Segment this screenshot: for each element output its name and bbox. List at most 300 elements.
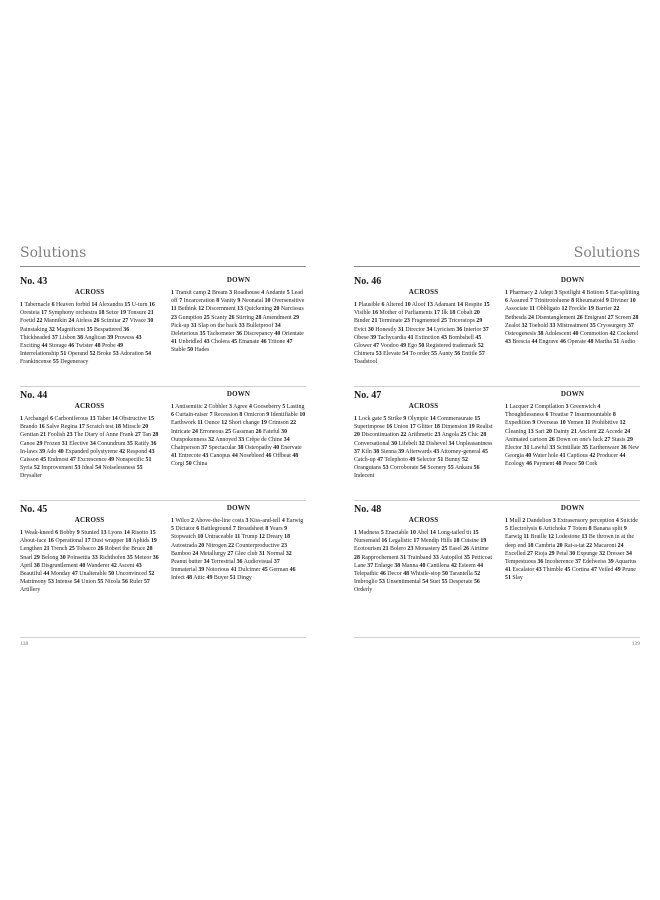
clue-number: 9 <box>403 416 407 422</box>
answer-entry: 22 Mannikin <box>36 318 67 325</box>
clue-number: 26 <box>97 546 104 553</box>
answer-entry: 33 Mistreatment <box>549 322 589 329</box>
answer-entry: 36 April <box>20 554 159 569</box>
clue-number: 48 <box>587 339 594 346</box>
left-page <box>20 240 306 660</box>
answer-entry: 33 Autopilot <box>432 554 463 561</box>
clue-number: 14 <box>429 530 436 536</box>
across-column <box>20 402 159 481</box>
clue-number: 4 <box>597 404 601 410</box>
puzzle-block <box>20 504 306 595</box>
answer-entry: 41 Extinction <box>407 334 440 341</box>
answer-entry: 6 Altered <box>381 302 404 308</box>
answer-entry: 5 Lasting <box>282 404 305 410</box>
answer-entry: 54 Scenery <box>419 465 447 472</box>
clue-number: 27 <box>607 314 614 321</box>
puzzle-block <box>354 276 640 367</box>
answer-entry: 27 Vivace <box>122 318 146 325</box>
answer-entry: 46 Operate <box>560 339 587 346</box>
answer-entry: 25 Scanty <box>203 314 228 321</box>
clue-number: 25 <box>68 546 75 553</box>
clue-number: 47 <box>286 339 293 346</box>
clue-number: 55 <box>136 465 143 472</box>
clue-number: 54 <box>419 465 426 472</box>
clue-number: 10 <box>629 298 636 305</box>
answer-entry: 35 Ratify <box>126 440 150 447</box>
clue-number: 3 <box>228 404 232 410</box>
answer-entry: 9 Stopwatch <box>171 526 288 541</box>
clue-number: 12 <box>221 420 228 427</box>
answer-entry: 30 Poinsettia <box>59 554 91 561</box>
answer-entry: 39 Ado <box>39 448 57 455</box>
answer-entry: 36 In-laws <box>20 440 157 455</box>
clue-number: 9 <box>284 526 288 533</box>
clue-number: 33 <box>238 436 245 443</box>
clue-number: 48 <box>94 343 101 350</box>
clue-number: 17 <box>409 424 416 431</box>
clue-number: 43 <box>135 334 142 341</box>
answer-entry: 17 Scratch test <box>78 424 114 431</box>
answer-entry: 36 Interior <box>456 326 482 333</box>
clue-number: 38 <box>237 445 244 452</box>
clue-number: 14 <box>457 302 464 308</box>
clue-number: 20 <box>198 542 205 549</box>
clue-number: 12 <box>561 306 568 313</box>
answer-entry: 21 Bolero <box>382 546 407 553</box>
answer-entry: 41 Unbridled <box>171 339 203 346</box>
answer-entry: 2 Adept <box>534 290 553 296</box>
answer-entry: 43 Thimble <box>535 567 563 574</box>
clue-number: 38 <box>373 448 380 455</box>
down-answers <box>505 403 640 469</box>
clue-number: 23 <box>404 318 410 325</box>
clue-number: 43 <box>505 339 511 346</box>
answer-entry: 46 Offbeat <box>265 453 291 460</box>
clue-number: 1 <box>171 518 174 524</box>
answer-entry: 25 Easel <box>441 546 462 553</box>
answer-entry: 14 Alexandra <box>91 302 123 308</box>
answer-entry: 50 Registered trademark <box>418 343 477 350</box>
clue-number: 40 <box>572 331 579 338</box>
clue-number: 5 <box>380 530 384 536</box>
answer-entry: 48 Corgi <box>171 453 299 468</box>
clue-number: 33 <box>91 554 98 561</box>
clue-number: 11 <box>529 306 535 313</box>
answer-entry: 8 Banana split <box>588 526 623 533</box>
clue-number: 54 <box>145 351 152 358</box>
clue-number: 53 <box>112 351 119 358</box>
clue-number: 27 <box>527 550 533 557</box>
clue-number: 43 <box>535 567 542 574</box>
clue-number: 1 <box>171 404 174 410</box>
clue-number: 24 <box>192 550 199 557</box>
clue-number: 32 <box>48 326 55 333</box>
clue-number: 29 <box>627 436 633 443</box>
clue-number: 6 <box>50 416 54 422</box>
clue-number: 31 <box>398 326 404 333</box>
answer-entry: 31 Elective <box>61 440 89 447</box>
clue-number: 11 <box>523 534 530 541</box>
clue-number: 18 <box>284 534 291 541</box>
clue-number: 23 <box>407 546 414 553</box>
clue-number: 41 <box>559 453 566 460</box>
clue-number: 27 <box>227 550 234 557</box>
answer-entry: 15 Visible <box>354 302 490 317</box>
clue-number: 56 <box>122 579 128 586</box>
clue-number: 35 <box>199 331 206 338</box>
clue-number: 17 <box>41 310 47 317</box>
answer-entry: 51 Bunny <box>437 457 461 464</box>
answer-entry: 37 Spectacular <box>201 445 237 452</box>
answer-entry: 28 Rapprochement <box>354 554 399 561</box>
clue-number: 36 <box>150 440 157 447</box>
clue-number: 55 <box>441 579 448 586</box>
answer-entry: 53 Adoration <box>112 351 144 358</box>
answer-entry: 12 Freckle <box>561 306 587 313</box>
answer-entry: 16 Legalistic <box>381 538 412 545</box>
clue-number: 1 <box>20 416 23 422</box>
answer-entry: 13 Sari <box>527 428 545 435</box>
across-column <box>20 516 159 595</box>
answer-entry: 16 Union <box>386 424 409 431</box>
clue-number: 54 <box>402 351 409 358</box>
clue-number: 49 <box>117 343 124 350</box>
clue-number: 36 <box>537 559 544 566</box>
down-answers <box>171 517 306 583</box>
answer-entry: 29 Elector <box>505 436 633 452</box>
clue-number: 7 <box>179 298 183 305</box>
clue-number: 7 <box>209 412 213 419</box>
answer-entry: 42 Producer <box>589 453 619 460</box>
across-column <box>354 402 493 481</box>
clue-number: 2 <box>190 518 194 524</box>
clue-number: 36 <box>123 326 130 333</box>
down-column <box>171 276 306 367</box>
clue-number: 28 <box>146 546 153 553</box>
clue-number: 35 <box>589 322 596 329</box>
puzzle-divider <box>354 500 640 501</box>
clue-number: 10 <box>559 420 566 427</box>
clue-number: 24 <box>617 542 624 549</box>
clue-number: 2 <box>522 518 526 524</box>
answer-entry: 12 Discernment <box>198 306 236 313</box>
clue-number: 30 <box>147 318 154 325</box>
clue-number: 27 <box>604 436 611 443</box>
across-column <box>354 516 493 595</box>
answer-entry: 39 Tachycardia <box>370 334 407 341</box>
clue-number: 38 <box>394 562 401 569</box>
clue-number: 26 <box>463 546 470 553</box>
clue-number: 5 <box>282 404 286 410</box>
clue-number: 43 <box>441 334 447 341</box>
answer-entry: 12 Lodestone <box>548 534 580 541</box>
answer-entry: 52 Broke <box>89 351 112 358</box>
answer-entry: 22 Bethesda <box>505 306 620 321</box>
clue-number: 33 <box>238 322 245 329</box>
clue-number: 18 <box>527 542 534 549</box>
answer-entry: 46 Decor <box>379 571 402 578</box>
answer-entry: 36 Discrepancy <box>236 331 273 338</box>
clue-number: 9 <box>266 412 270 419</box>
answer-entry: 7 Totem <box>567 526 588 533</box>
clue-number: 30 <box>281 428 288 435</box>
clue-number: 24 <box>624 428 631 435</box>
down-column <box>505 504 640 595</box>
answer-entry: 10 Earthwork <box>171 412 306 427</box>
clue-number: 5 <box>171 526 174 533</box>
answer-entry: 51 Dingy <box>229 575 252 582</box>
clue-number: 25 <box>225 428 232 435</box>
clue-number: 4 <box>261 290 265 296</box>
puzzle-block <box>354 504 640 595</box>
answer-entry: 18 Aphids <box>125 538 150 545</box>
across-heading: ACROSS <box>408 402 439 410</box>
clue-number: 19 <box>150 538 157 545</box>
answer-entry: 21 Trench <box>43 546 68 553</box>
answer-entry: 9 Olympic <box>403 416 429 422</box>
page-number: 139 <box>631 641 640 647</box>
answer-entry: 15 Superimpose <box>354 416 481 431</box>
answer-entry: 25 Gassman <box>225 428 255 435</box>
answer-entry: 2 Bream <box>207 290 228 296</box>
answer-entry: 10 Oversensitive <box>264 298 305 305</box>
answer-entry: 5 Strike <box>383 416 402 422</box>
answer-entry: 37 Obese <box>354 326 489 341</box>
clue-number: 32 <box>521 322 528 329</box>
answer-entry: 50 China <box>185 461 208 468</box>
clue-number: 27 <box>122 318 129 325</box>
clue-number: 25 <box>460 432 467 439</box>
puzzle-block <box>20 276 306 367</box>
clue-number: 52 <box>462 457 468 464</box>
answer-entry: 40 Cantilena <box>419 562 450 569</box>
puzzle-title: No. 45 <box>20 504 48 515</box>
clue-number: 5 <box>383 416 387 422</box>
down-answers <box>171 289 306 355</box>
across-heading: ACROSS <box>74 516 105 524</box>
clue-number: 35 <box>126 440 133 447</box>
clue-number: 38 <box>33 562 40 569</box>
clue-number: 24 <box>68 318 75 325</box>
down-answers <box>505 289 640 346</box>
clue-number: 36 <box>236 331 242 338</box>
answer-entry: 38 Disgruntlement <box>33 562 78 569</box>
clue-number: 47 <box>69 457 76 464</box>
answer-entry: 26 Emigrant <box>576 314 607 321</box>
clue-number: 22 <box>290 420 297 427</box>
clue-number: 6 <box>538 526 542 533</box>
answer-entry: 20 Discontinuation <box>354 432 399 439</box>
answer-entry: 3 Spotlight <box>554 290 581 296</box>
clue-number: 48 <box>403 571 410 578</box>
answer-entry: 25 Chic <box>460 432 479 439</box>
clue-number: 16 <box>38 424 45 431</box>
clue-number: 27 <box>134 432 141 439</box>
clue-number: 46 <box>560 339 566 346</box>
answer-entry: 40 Commotion <box>572 331 609 338</box>
answer-entry: 18 Autostrada <box>171 534 291 549</box>
answer-entry: 7 Broadsheet <box>232 526 264 533</box>
answer-entry: 53 Corroborate <box>382 465 419 472</box>
down-answers <box>505 517 640 583</box>
clue-number: 34 <box>89 440 96 447</box>
clue-number: 17 <box>84 538 91 545</box>
clue-number: 18 <box>449 310 456 317</box>
answer-entry: 7 Trinitrotoluene <box>529 298 570 305</box>
answer-entry: 35 Bespattered <box>86 326 122 333</box>
answer-entry: 17 Dust wrapper <box>84 538 124 545</box>
clue-number: 19 <box>261 420 267 427</box>
puzzle-title: No. 47 <box>354 390 382 401</box>
clue-number: 32 <box>208 436 215 443</box>
answer-entry: 4 Gooseberry <box>248 404 281 410</box>
answer-entry: 9 Identifiable <box>266 412 298 419</box>
clue-number: 20 <box>354 432 360 439</box>
answer-entry: 2 Compilation <box>530 404 565 410</box>
answer-entry: 18 Cambria <box>527 542 556 549</box>
answer-entry: 53 Elevate <box>375 351 401 358</box>
clue-number: 48 <box>186 575 193 582</box>
clue-number: 30 <box>367 326 374 333</box>
answer-entry: 13 Adamant <box>427 302 456 308</box>
answer-entry: 7 Incarceration <box>179 298 215 305</box>
answer-entry: 11 Prohibitive <box>584 420 619 427</box>
answer-entry: 42 Ascent <box>110 562 135 569</box>
answer-entry: 53 Ideal <box>74 465 94 472</box>
answer-entry: 23 Fragmented <box>404 318 440 325</box>
clue-number: 51 <box>437 457 444 464</box>
answer-entry: 41 Entrecote <box>171 453 201 460</box>
across-heading: ACROSS <box>74 402 105 410</box>
answer-entry: 56 Orderly <box>354 579 480 594</box>
answer-entry: 50 Cork <box>578 461 598 468</box>
puzzle-title: No. 44 <box>20 390 48 401</box>
answer-entry: 29 Frozen <box>36 440 61 447</box>
clue-number: 8 <box>216 298 220 305</box>
answer-entry: 11 Braille <box>523 534 547 541</box>
page-header: Solutions <box>573 245 640 261</box>
answer-entry: 6 Heaven forbid <box>51 302 90 308</box>
answer-entry: 20 Rat-a-tat <box>556 542 585 549</box>
answer-entry: 18 Cobalt <box>449 310 473 317</box>
answer-entry: 21 Foolish <box>40 432 66 439</box>
answer-entry: 26 Down on one's luck <box>548 436 603 443</box>
down-heading: DOWN <box>560 276 585 284</box>
answer-entry: 1 Transit camp <box>171 290 207 296</box>
answer-entry: 10 Associate <box>505 298 636 313</box>
answer-entry: 11 Obbligato <box>529 306 561 313</box>
answer-entry: 42 Esteem <box>450 562 476 569</box>
clue-number: 22 <box>598 428 605 435</box>
clue-number: 54 <box>95 465 102 472</box>
clue-number: 29 <box>293 314 300 321</box>
clue-number: 10 <box>264 298 271 305</box>
clue-number: 2 <box>530 404 534 410</box>
clue-number: 4 <box>248 404 252 410</box>
answer-entry: 39 Aquarius <box>607 559 637 566</box>
header-rule <box>20 266 306 267</box>
answer-entry: 33 Bulletproof <box>238 322 274 329</box>
clue-number: 29 <box>36 440 43 447</box>
answer-entry: 3 Roadhouse <box>229 290 260 296</box>
answer-entry: 23 The Diary of Anne Frank <box>66 432 134 439</box>
clue-number: 6 <box>196 526 200 533</box>
clue-number: 2 <box>204 404 208 410</box>
clue-number: 7 <box>232 526 236 533</box>
answer-entry: 20 Gentian <box>20 424 149 439</box>
answer-entry: 20 Nitrogen <box>198 542 227 549</box>
clue-number: 20 <box>546 428 552 435</box>
down-heading: DOWN <box>560 390 585 398</box>
clue-number: 33 <box>549 445 556 452</box>
clue-number: 17 <box>413 538 420 545</box>
answer-entry: 54 Noiselessness <box>95 465 136 472</box>
clue-number: 29 <box>548 550 555 557</box>
answer-entry: 40 Enervate <box>273 445 302 452</box>
answer-entry: 47 Voodoo <box>373 343 399 350</box>
clue-number: 31 <box>190 322 197 329</box>
clue-number: 4 <box>581 290 585 296</box>
clue-number: 37 <box>354 448 360 455</box>
answer-entry: 23 Monastery <box>407 546 441 553</box>
answer-entry: 14 Obstructive <box>111 416 147 422</box>
answer-entry: 9 Earwig <box>505 526 627 541</box>
clue-number: 6 <box>55 530 59 536</box>
answer-entry: 9 Neonatal <box>237 298 264 305</box>
answer-entry: 27 Tan <box>134 432 151 439</box>
clue-number: 11 <box>584 420 591 427</box>
clue-number: 47 <box>373 343 380 350</box>
clue-number: 36 <box>152 554 159 561</box>
clue-number: 42 <box>589 453 596 460</box>
answer-entry: 28 Amendment <box>255 314 292 321</box>
answer-entry: 13 Quickening <box>237 306 273 313</box>
answer-entry: 50 Unconvinced <box>108 571 147 578</box>
across-answers <box>354 415 493 481</box>
across-column <box>20 288 159 367</box>
clue-number: 10 <box>410 530 416 536</box>
answer-entry: 39 Afterwards <box>398 448 432 455</box>
clue-number: 46 <box>260 339 267 346</box>
clue-number: 25 <box>441 546 448 553</box>
answer-entry: 36 Thickheaded <box>20 326 130 341</box>
clue-number: 26 <box>576 314 583 321</box>
answer-entry: 14 Respite <box>457 302 483 308</box>
clue-number: 9 <box>237 298 241 305</box>
answer-entry: 14 Commensurate <box>429 416 473 422</box>
answer-entry: 46 Twister <box>68 343 94 350</box>
clue-number: 18 <box>453 538 460 545</box>
answer-entry: 4 Bottom <box>581 290 605 296</box>
clue-number: 30 <box>391 440 398 447</box>
answer-entry: 1 Tabernacle <box>20 302 51 308</box>
answer-entry: 5 Lead off <box>171 290 303 305</box>
across-heading: ACROSS <box>408 516 439 524</box>
puzzle-divider <box>20 386 306 387</box>
right-page <box>354 240 640 660</box>
clue-number: 9 <box>605 298 609 305</box>
answer-entry: 51 Slay <box>505 575 523 582</box>
clue-number: 42 <box>450 562 457 569</box>
clue-number: 22 <box>36 318 43 325</box>
answer-entry: 1 Lacquer <box>505 404 529 410</box>
clue-number: 40 <box>57 448 64 455</box>
answer-entry: 21 Ancient <box>571 428 597 435</box>
answer-entry: 44 Telepathic <box>354 562 484 578</box>
clue-number: 44 <box>43 571 50 578</box>
answer-entry: 22 Accede <box>598 428 623 435</box>
puzzle-block <box>354 390 640 481</box>
